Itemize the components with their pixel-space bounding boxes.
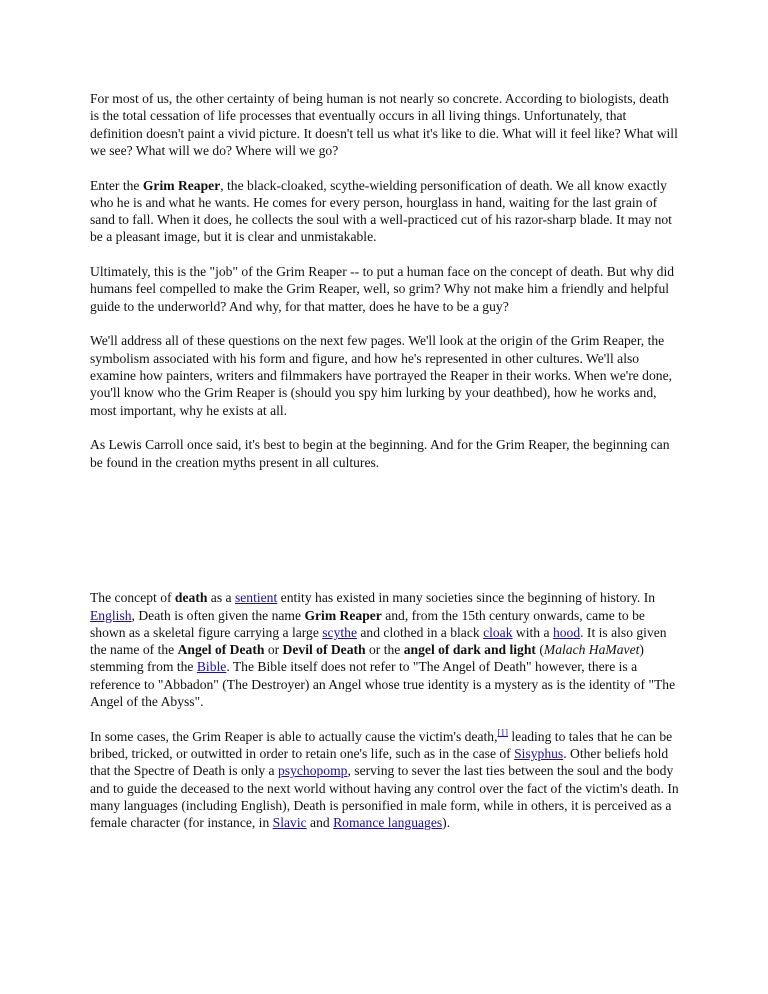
paragraph-intro: For most of us, the other certainty of being human is not nearly so concrete. According to biologists, death is the total cessation of life processes that eventually occurs in all living things. Unfortunately, that definition doesn't paint a vivid picture. It doesn't tell us what it's like to die. What will it feel like? What will we see? What will we do? Where will we go? [90, 91, 678, 158]
link-sentient[interactable]: sentient [234, 590, 278, 606]
term-angel-of-death: Angel of Death [177, 642, 265, 658]
link-cloak[interactable]: cloak [483, 624, 513, 640]
link-hood[interactable]: hood [552, 624, 581, 640]
term-grim-reaper-2: Grim Reaper [304, 607, 382, 623]
blank-spacer [90, 488, 680, 589]
term-devil-of-death: Devil of Death [282, 642, 366, 658]
document-page [90, 90, 680, 849]
paragraph-job: Ultimately, this is the "job" of the Grim Reaper -- to put a human face on the concept of death. But why did humans feel compelled to make the Grim Reaper, well, so grim? Why not make him a friendly and helpful guide to the underworld? And why, for that matter, does he have to be a guy? [90, 264, 675, 314]
footnote-ref-1[interactable]: [1] [497, 727, 508, 738]
paragraph-concept: The concept of death as a sentient entity has existed in many societies since the beginning of history. In English, Death is often given the name Grim Reaper and, from the 15th century onwards, came to be shown as a skeletal figure carrying a large scythe and clothed in a black cloak with a hood. It is also given the name of the Angel of Death or Devil of Death or the angel of dark and light (Malach HaMavet) stemming from the Bible. The Bible itself does not refer to "The Angel of Death" however, there is a reference to "Abbadon" (The Destroyer) an Angel whose true identity is a mystery as is the identity of "The Angel of the Abyss". [90, 590, 676, 710]
term-grim-reaper: Grim Reaper [142, 177, 221, 193]
paragraph-address: We'll address all of these questions on the next few pages. We'll look at the origin of the Grim Reaper, the symbolism associated with his form and figure, and how he's represented in other cultures. We'll also examine how painters, writers and filmmakers have portrayed the Reaper in their works. When we're done, you'll know who the Grim Reaper is (should you spy him lurking by your deathbed), how he works and, most important, why he exists at all. [90, 333, 672, 418]
link-psychopomp[interactable]: psychopomp [278, 763, 348, 779]
paragraph-some-cases: In some cases, the Grim Reaper is able to actually cause the victim's death,[1] leading to tales that he can be bribed, tricked, or outwitted in order to retain one's life, such as in the case of Sisyphus. Other beliefs hold that the Spectre of Death is only a psychopomp, serving to sever the last ties between the soul and the body and to guide the deceased to the next world without having any control over the fact of the victim's death. In many languages (including English), Death is personified in male form, while in others, it is perceived as a female character (for instance, in Slavic and Romance languages). [90, 727, 679, 831]
link-english[interactable]: English [90, 607, 132, 623]
link-bible[interactable]: Bible [196, 659, 227, 675]
link-romance-languages[interactable]: Romance languages [333, 815, 443, 831]
term-angel-dark-light: angel of dark and light [403, 642, 536, 658]
paragraph-lewis-carroll: As Lewis Carroll once said, it's best to begin at the beginning. And for the Grim Reaper, the beginning can be found in the creation myths present in all cultures. [90, 437, 670, 470]
term-malach-hamavet: Malach HaMavet [543, 642, 640, 658]
link-sisyphus[interactable]: Sisyphus [514, 746, 564, 762]
link-slavic[interactable]: Slavic [272, 815, 307, 831]
paragraph-enter-reaper: Enter the Grim Reaper, the black-cloaked, scythe-wielding personification of death. We all know exactly who he is and what he wants. He comes for every person, hourglass in hand, waiting for the last grain of sand to fall. When it does, he collects the soul with a well-practiced cut of his razor-sharp blade. It may not be a pleasant image, but it is clear and unmistakable. [90, 177, 672, 245]
link-scythe[interactable]: scythe [322, 624, 357, 640]
term-death: death [174, 590, 208, 606]
